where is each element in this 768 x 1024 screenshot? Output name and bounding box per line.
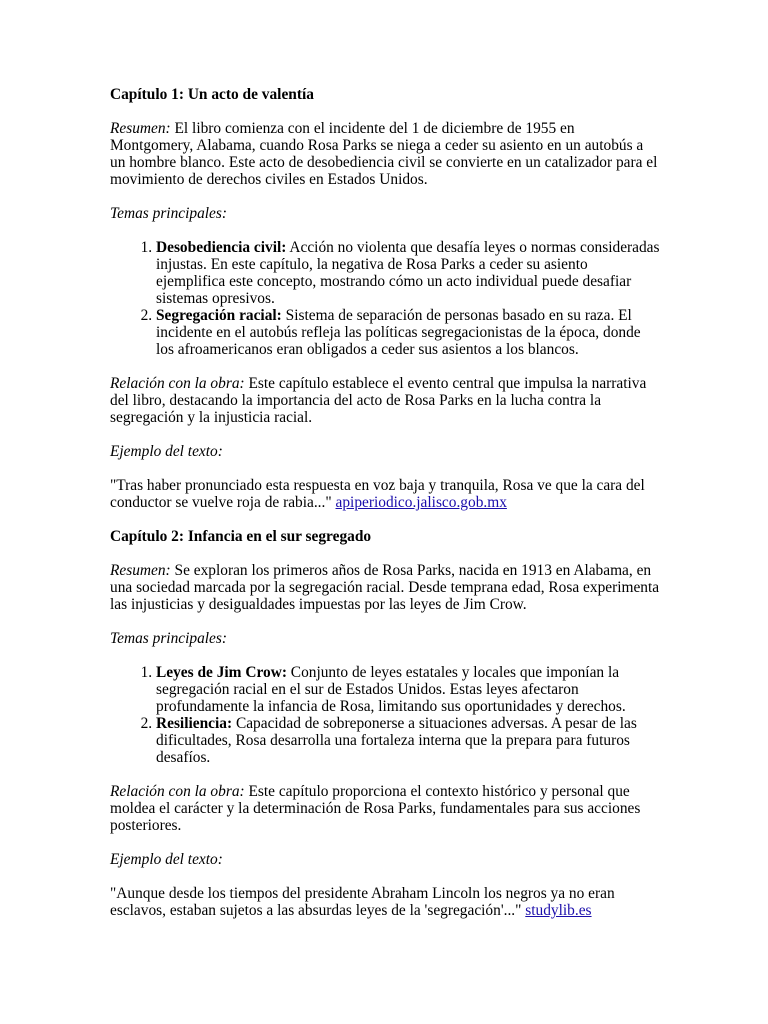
- chapter-1-theme-2: [156, 307, 660, 358]
- chapter-2-theme-1: [156, 664, 660, 715]
- chapter-1-quote: [110, 477, 660, 511]
- chapter-2-theme-2-text: Capacidad de sobreponerse a situaciones adversas. A pesar de las dificultades, Rosa desarrolla una fortaleza interna que la prepara para futuros desafíos.: [156, 715, 637, 766]
- chapter-1-theme-1: [156, 239, 660, 307]
- chapter-2-summary: [110, 562, 660, 613]
- chapter-2: [110, 528, 660, 919]
- chapter-1-themes-label: Temas principales:: [110, 205, 227, 222]
- chapter-1-relation-label: Relación con la obra:: [110, 375, 245, 392]
- chapter-1-themes-list: [110, 239, 660, 358]
- chapter-2-relation: [110, 783, 660, 834]
- chapter-2-theme-1-text: Conjunto de leyes estatales y locales que imponían la segregación racial en el sur de Estados Unidos. Estas leyes afectaron profundamente la infancia de Rosa, limitando sus oportunidades y derechos.: [156, 664, 626, 715]
- chapter-2-title: Capítulo 2: Infancia en el sur segregado: [110, 528, 372, 545]
- chapter-2-theme-1-term: Leyes de Jim Crow:: [156, 664, 287, 681]
- chapter-1-theme-2-text: Sistema de separación de personas basado en su raza. El incidente en el autobús refleja las políticas segregacionistas de la época, donde los afroamericanos eran obligados a ceder sus asientos a los blancos.: [156, 307, 641, 358]
- chapter-1-summary-text: El libro comienza con el incidente del 1 de diciembre de 1955 en Montgomery, Alabama, cuando Rosa Parks se niega a ceder su asiento en un autobús a un hombre blanco. Este acto de desobediencia civil se convierte en un catalizador para el movimiento de derechos civiles en Estados Unidos.: [110, 120, 658, 188]
- chapter-1-example-label: Ejemplo del texto:: [110, 443, 223, 460]
- chapter-1-theme-2-term: Segregación racial:: [156, 307, 282, 324]
- chapter-1-theme-1-text: Acción no violenta que desafía leyes o normas consideradas injustas. En este capítulo, la negativa de Rosa Parks a ceder su asiento ejemplifica este concepto, mostrando cómo un acto individual puede desafiar sistemas opresivos.: [156, 239, 660, 307]
- chapter-1-relation: [110, 375, 660, 426]
- chapter-2-relation-text: Este capítulo proporciona el contexto histórico y personal que moldea el carácter y la determinación de Rosa Parks, fundamentales para sus acciones posteriores.: [110, 783, 641, 834]
- chapter-2-source-link[interactable]: studylib.es: [525, 902, 592, 919]
- chapter-2-summary-label: Resumen:: [110, 562, 171, 579]
- chapter-2-themes-list: [110, 664, 660, 766]
- chapter-2-theme-2: [156, 715, 660, 766]
- chapter-1-quote-text: "Tras haber pronunciado esta respuesta en voz baja y tranquila, Rosa ve que la cara del conductor se vuelve roja de rabia...": [110, 477, 645, 511]
- chapter-2-example-label: Ejemplo del texto:: [110, 851, 223, 868]
- chapter-2-theme-2-term: Resiliencia:: [156, 715, 233, 732]
- chapter-2-quote: [110, 885, 660, 919]
- chapter-1-theme-1-term: Desobediencia civil:: [156, 239, 287, 256]
- chapter-2-summary-text: Se exploran los primeros años de Rosa Parks, nacida en 1913 en Alabama, en una sociedad marcada por la segregación racial. Desde temprana edad, Rosa experimenta las injusticias y desigualdades impuestas por las leyes de Jim Crow.: [110, 562, 660, 613]
- chapter-2-quote-text: "Aunque desde los tiempos del presidente Abraham Lincoln los negros ya no eran esclavos, estaban sujetos a las absurdas leyes de la 'segregación'...": [110, 885, 615, 919]
- chapter-1-summary-label: Resumen:: [110, 120, 171, 137]
- chapter-2-themes-label: Temas principales:: [110, 630, 227, 647]
- document-page: [110, 86, 660, 936]
- chapter-2-relation-label: Relación con la obra:: [110, 783, 245, 800]
- chapter-1-title: Capítulo 1: Un acto de valentía: [110, 86, 314, 103]
- chapter-1-source-link[interactable]: apiperiodico.jalisco.gob.mx: [335, 494, 507, 511]
- chapter-1: [110, 86, 660, 511]
- chapter-1-relation-text: Este capítulo establece el evento central que impulsa la narrativa del libro, destacando la importancia del acto de Rosa Parks en la lucha contra la segregación y la injusticia racial.: [110, 375, 647, 426]
- chapter-1-summary: [110, 120, 660, 188]
